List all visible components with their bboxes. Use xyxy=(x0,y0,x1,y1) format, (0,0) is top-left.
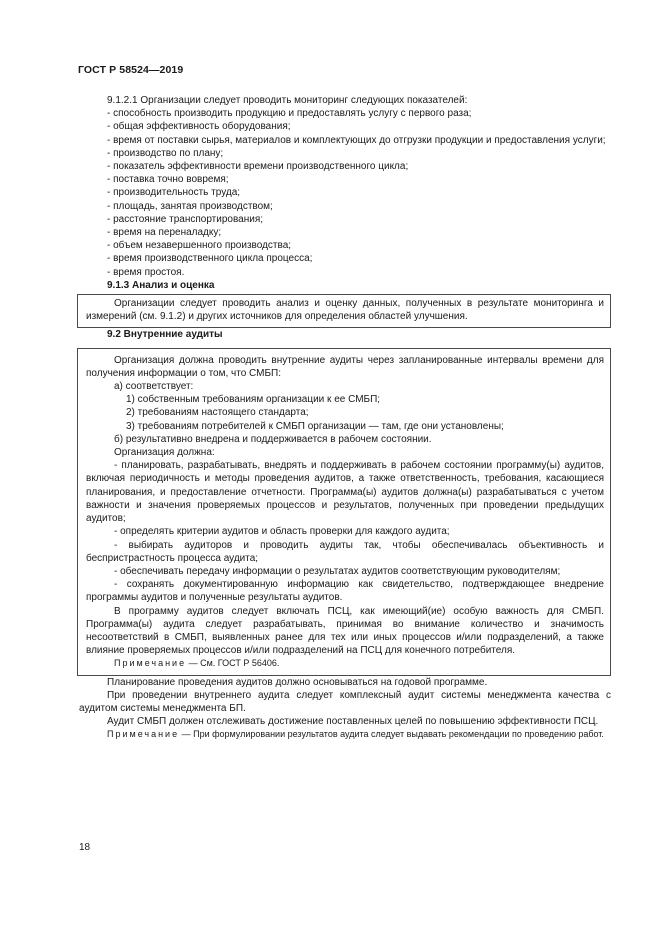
list-item: - время простоя. xyxy=(107,266,185,278)
box-dash-item: - определять критерии аудитов и область проверки для каждого аудита; xyxy=(114,526,450,538)
heading-9-2: 9.2 Внутренние аудиты xyxy=(107,329,223,341)
box-sublist-item: 3) требованиям потребителей к СМБП организации — там, где они установлены; xyxy=(126,420,504,432)
paragraph: Планирование проведения аудитов должно основываться на годовой программе. xyxy=(107,676,488,688)
list-item: - объем незавершенного производства; xyxy=(107,240,292,252)
list-item: - показатель эффективности времени производственного цикла; xyxy=(107,161,409,173)
box-paragraph: В программу аудитов следует включать ПСЦ, как имеющий(ие) особую важность для СМБП. Программа(ы) аудита следует разрабатывать, принимая во внимание количество и значимость несоответствий в СМБП, выявленных ранее для тех или иных процессов и/или подразделений, а также влияние проверяемых процессов и/или подразделений на ПСЦ для конечного потребителя. xyxy=(86,605,604,657)
boxed-requirement-9-1-3 xyxy=(77,294,611,328)
list-item: - время на переналадку; xyxy=(107,227,222,239)
paragraph-9-1-2-1: 9.1.2.1 Организации следует проводить мониторинг следующих показателей: xyxy=(107,95,468,106)
list-item: - время производственного цикла процесса; xyxy=(107,253,313,265)
note-text: — При формулировании результатов аудита следует выдавать рекомендации по проведению работ. xyxy=(179,729,604,740)
page-content xyxy=(79,94,611,740)
box-dash-item: - сохранять документированную информацию как свидетельство, подтверждающее внедрение программы аудитов и полученные результаты аудитов. xyxy=(86,579,604,604)
boxed-requirement-9-2 xyxy=(77,348,611,676)
box-paragraph: Организации следует проводить анализ и оценку данных, полученных в результате мониторинга и измерений (см. 9.1.2) и других источников для определения областей улучшения. xyxy=(86,298,604,323)
list-item: - поставка точно вовремя; xyxy=(107,174,229,186)
list-item: - производительность труда; xyxy=(107,187,241,199)
box-sublist-item: 2) требованиям настоящего стандарта; xyxy=(126,407,309,419)
box-dash-item: - обеспечивать передачу информации о результатах аудитов соответствующим руководителям; xyxy=(114,565,561,577)
list-item: - общая эффективность оборудования; xyxy=(107,121,291,133)
list-item: - производство по плану; xyxy=(107,147,224,159)
box-dash-item: - планировать, разрабатывать, внедрять и поддерживать в рабочем состоянии программу(ы) аудитов, включая периодичность и методы проведения аудитов, а также ответственность, требования, касающиеся планирования, и предоставление отчетности. Программа(ы) аудитов должна(ы) разрабатываться с учетом важности и значения проверяемых процессов и результатов, полученных при проведении предыдущих аудитов; xyxy=(86,460,604,525)
box-paragraph: Организация должна проводить внутренние аудиты через запланированные интервалы времени для получения информации о том, что СМБП: xyxy=(86,354,604,379)
page-number: 18 xyxy=(79,842,91,853)
list-item: - площадь, занятая производством; xyxy=(107,200,273,212)
note-label: Примечание xyxy=(107,729,180,740)
note-label: Примечание xyxy=(114,658,187,669)
list-item: - расстояние транспортирования; xyxy=(107,213,264,225)
paragraph: Аудит СМБП должен отслеживать достижение поставленных целей по повышению эффективности ПСЦ. xyxy=(107,716,599,728)
note-text: — См. ГОСТ Р 56406. xyxy=(186,658,280,669)
box-paragraph: Организация должна: xyxy=(114,447,215,459)
box-note xyxy=(86,657,604,670)
box-dash-item: - выбирать аудиторов и проводить аудиты так, чтобы обеспечивалась объективность и беспристрастность процесса аудита; xyxy=(86,539,604,564)
note xyxy=(79,728,611,740)
paragraph: При проведении внутреннего аудита следует комплексный аудит системы менеджмента качества с аудитом системы менеджмента БП. xyxy=(79,689,611,714)
box-sublist-item: 1) собственным требованиям организации к ее СМБП; xyxy=(126,394,381,406)
box-list-item: б) результативно внедрена и поддерживается в рабочем состоянии. xyxy=(114,433,432,445)
list-item: - способность производить продукцию и предоставлять услугу с первого раза; xyxy=(107,108,472,120)
list-item: - время от поставки сырья, материалов и комплектующих до отгрузки продукции и предоставления услуги; xyxy=(107,134,606,146)
box-list-item: а) соответствует: xyxy=(114,381,194,393)
heading-9-1-3: 9.1.3 Анализ и оценка xyxy=(107,279,215,291)
document-header: ГОСТ Р 58524—2019 xyxy=(78,64,184,76)
